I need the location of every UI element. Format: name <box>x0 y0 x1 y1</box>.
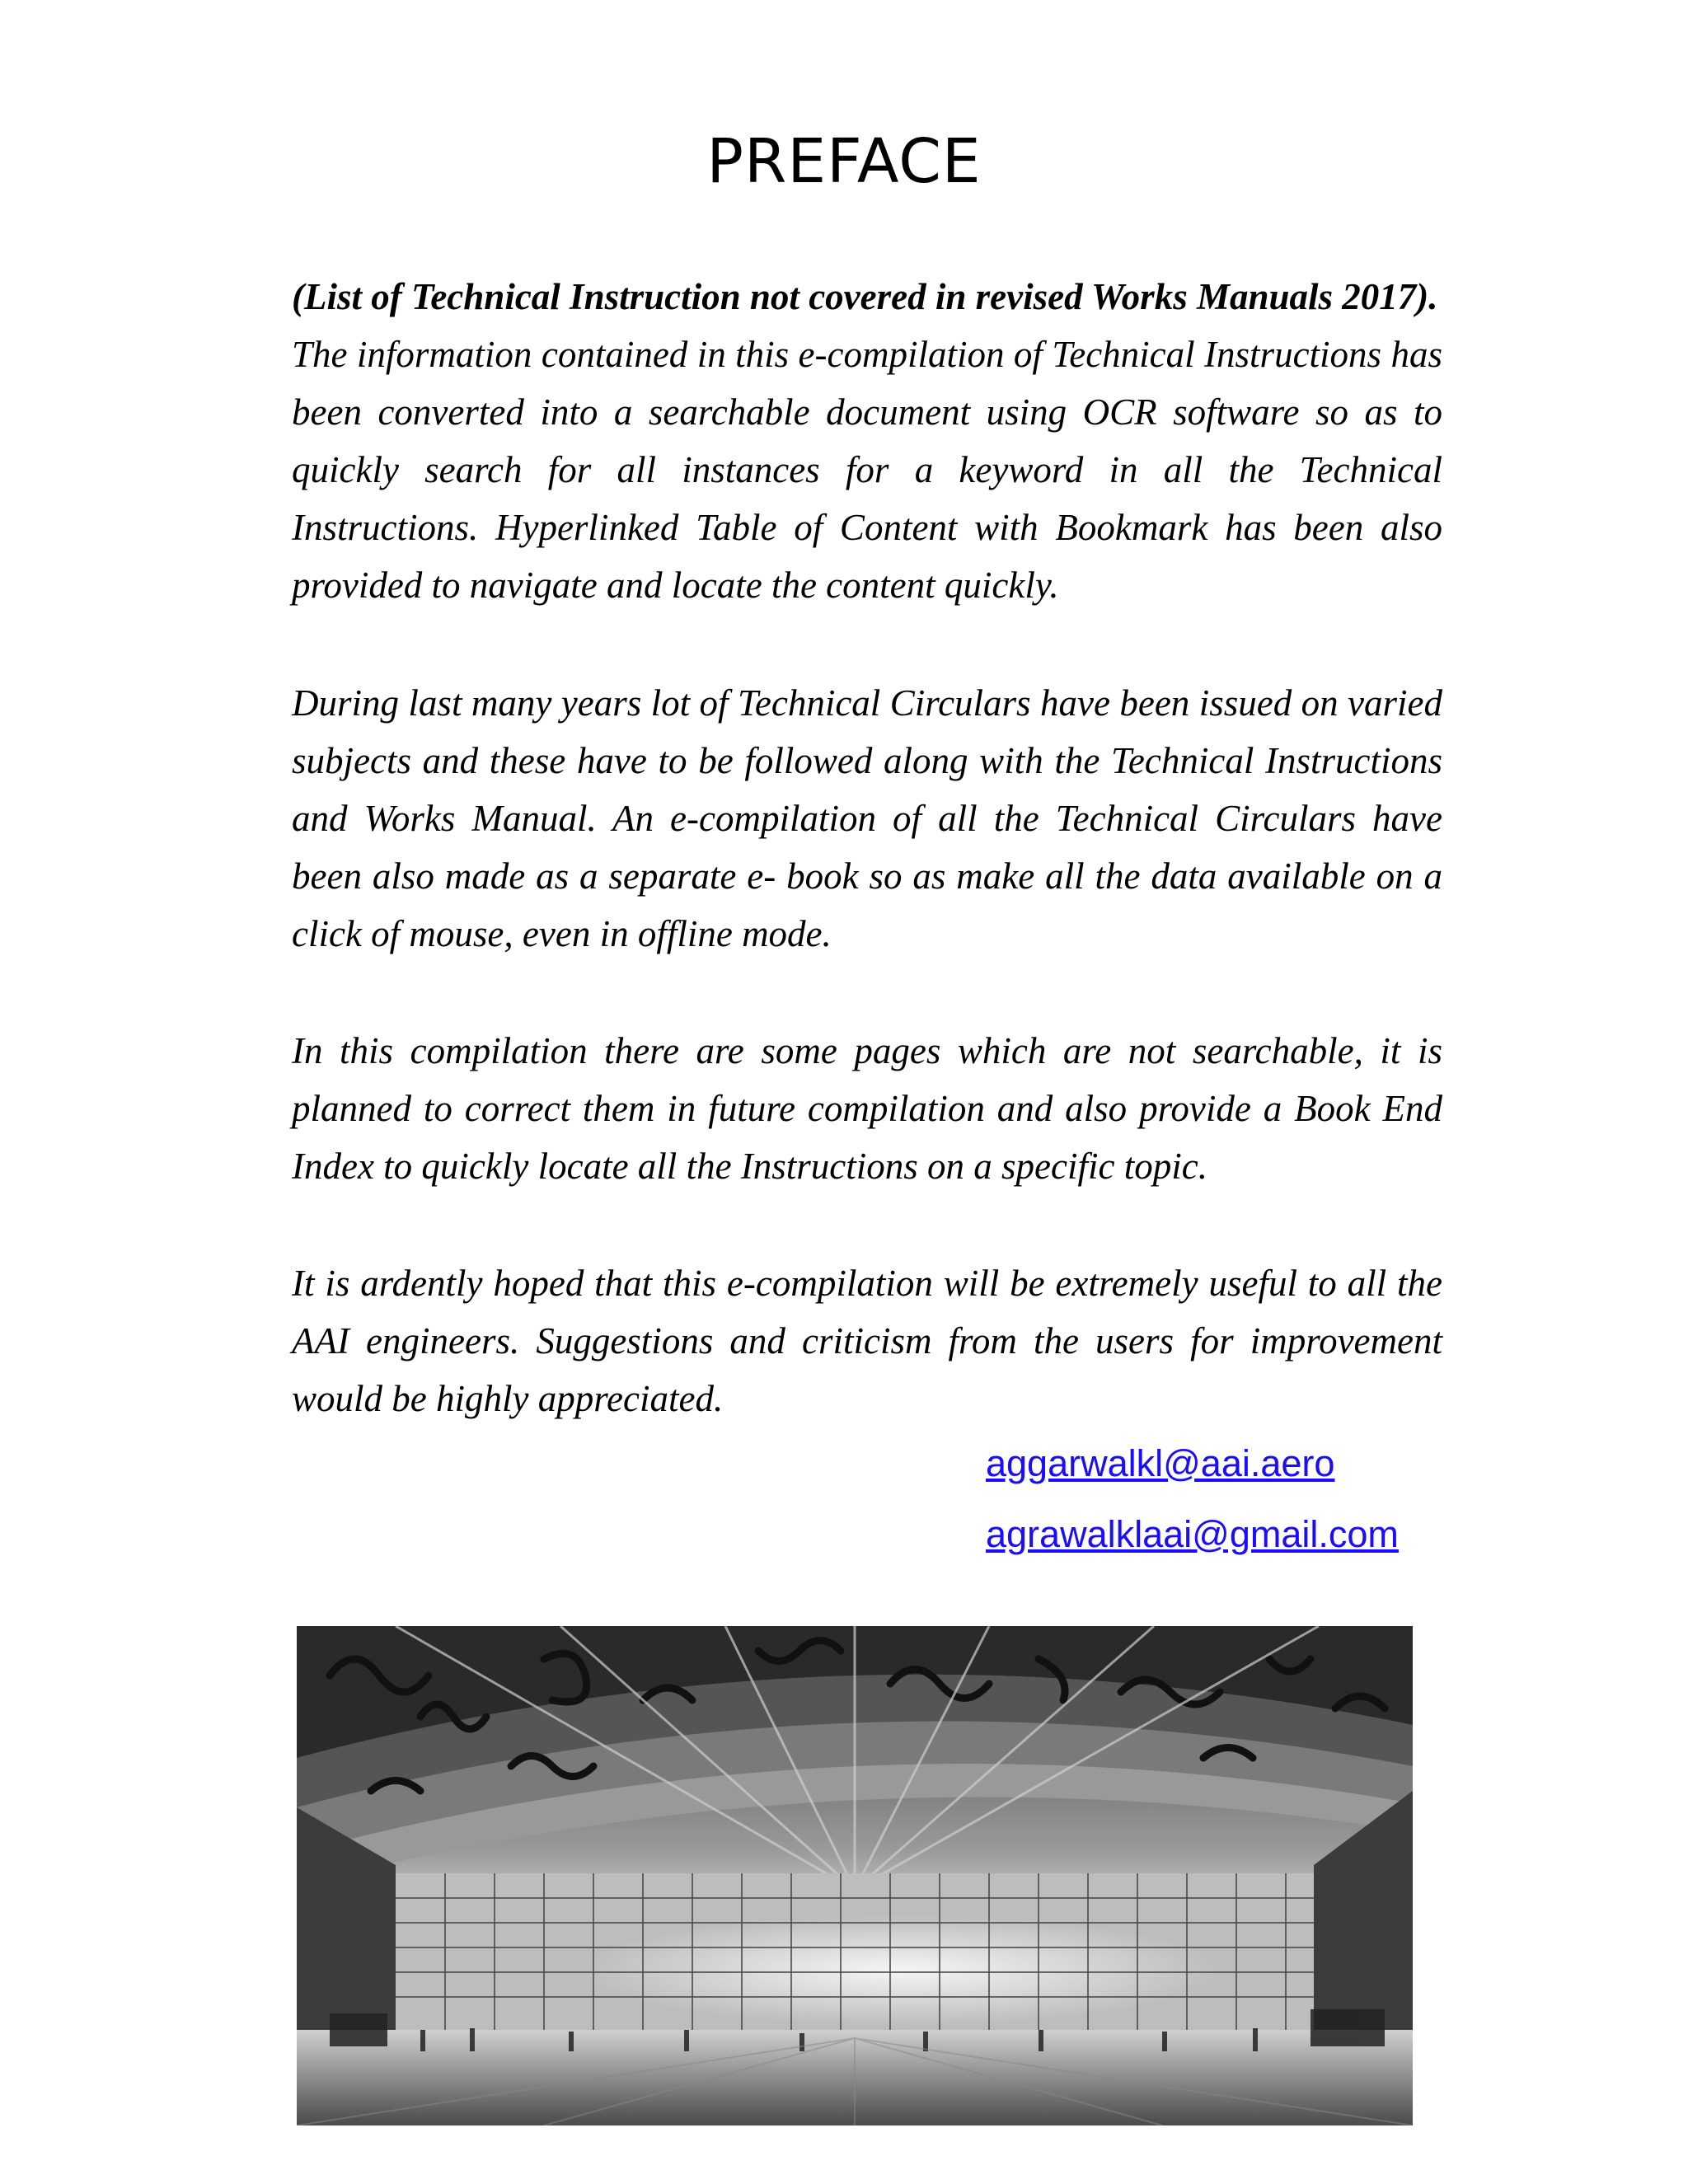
paragraph-3: In this compilation there are some pages which are not searchable, it is planned to correct them in future compilation and also provide a Book End Index to quickly locate all the Instructions on a specific topic. <box>292 1030 1442 1187</box>
paragraph-1-text: The information contained in this e-compilation of Technical Instructions has been converted into a searchable document using OCR software so as to quickly search for all instances for a keyword in all the Technical Instructions. Hyperlinked Table of Content with Bookmark has been also provided to navigate and locate the content quickly. <box>292 334 1442 606</box>
airport-terminal-photo <box>297 1626 1413 2125</box>
paragraph-4: It is ardently hoped that this e-compilation will be extremely useful to all the AAI engineers. Suggestions and criticism from the users for improvement would be highly appreciated. <box>292 1263 1442 1419</box>
email-link-gmail[interactable]: agrawalklaai@gmail.com <box>986 1513 1399 1555</box>
paragraph-2: During last many years lot of Technical Circulars have been issued on varied subjects and these have to be followed along with the Technical Instructions and Works Manual. An e-compilation of all the Technical Circulars have been also made as a separate e- book so as make all the data available on a click of mouse, even in offline mode. <box>292 682 1442 954</box>
email-link-aai[interactable]: aggarwalkl@aai.aero <box>986 1442 1335 1484</box>
intro-paragraph <box>292 268 1442 614</box>
page-title: PREFACE <box>706 126 982 197</box>
lead-statement: (List of Technical Instruction not covered in revised Works Manuals 2017). <box>292 276 1438 317</box>
